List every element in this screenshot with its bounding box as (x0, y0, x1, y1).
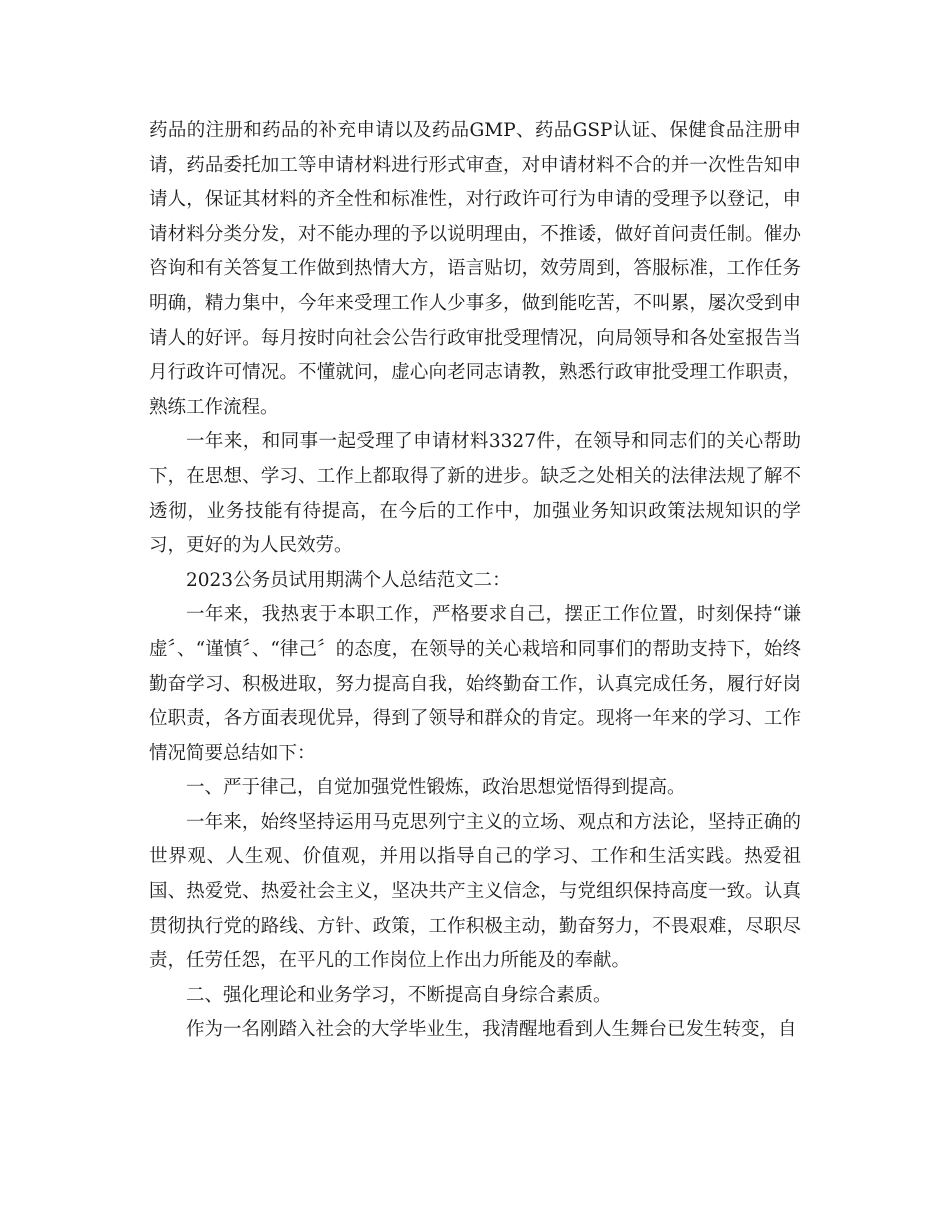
paragraph-politics: 一年来，始终坚持运用马克思列宁主义的立场、观点和方法论，坚持正确的世界观、人生观、价值观，并用以指导自己的学习、工作和生活实践。热爱祖国、热爱党、热爱社会主义，坚决共产主义信念，与党组织保持高度一致。认真贯彻执行党的路线、方针、政策，工作积极主动，勤奋努力，不畏艰难，尽职尽责，任劳任怨，在平凡的工作岗位上作出力所能及的奉献。 (149, 811, 801, 972)
subheading-one: 一、严于律己，自觉加强党性锻炼，政治思想觉悟得到提高。 (186, 777, 686, 799)
paragraph-study: 作为一名刚踏入社会的大学毕业生，我清醒地看到人生舞台已发生转变，自 (186, 1019, 797, 1041)
paragraph-continuation: 药品的注册和药品的补充申请以及药品GMP、药品GSP认证、保健食品注册申请，药品委托加工等申请材料进行形式审查，对申请材料不合的并一次性告知申请人，保证其材料的齐全性和标准性，对行政许可行为申请的受理予以登记，申请材料分类分发，对不能办理的予以说明理由，不推诿，做好首问责任制。催办咨询和有关答复工作做到热情大方，语言贴切，效劳周到，答服标准，工作任务明确，精力集中，今年来受理工作人少事多，做到能吃苦，不叫累，屡次受到申请人的好评。每月按时向社会公告行政审批受理情况，向局领导和各处室报告当月行政许可情况。不懂就问，虚心向老同志请教，熟悉行政审批受理工作职责，熟练工作流程。 (149, 120, 801, 418)
paragraph-intro: 一年来，我热衷于本职工作，严格要求自己，摆正工作位置，时刻保持“谦虚〞、“谨慎〞、“律己〞的态度，在领导的关心栽培和同事们的帮助支持下，始终勤奋学习、积极进取，努力提高自我，始终勤奋工作，认真完成任务，履行好岗位职责，各方面表现优异，得到了领导和群众的肯定。现将一年来的学习、工作情况简要总结如下： (149, 604, 801, 764)
subheading-two: 二、强化理论和业务学习，不断提高自身综合素质。 (186, 984, 612, 1006)
section-heading: 2023公务员试用期满个人总结范文二： (186, 569, 511, 591)
paragraph-summary: 一年来，和同事一起受理了申请材料3327件，在领导和同志们的关心帮助下，在思想、学习、工作上都取得了新的进步。缺乏之处相关的法律法规了解不透彻，业务技能有待提高，在今后的工作中，加强业务知识政策法规知识的学习，更好的为人民效劳。 (149, 431, 801, 557)
document-body (149, 114, 801, 1048)
